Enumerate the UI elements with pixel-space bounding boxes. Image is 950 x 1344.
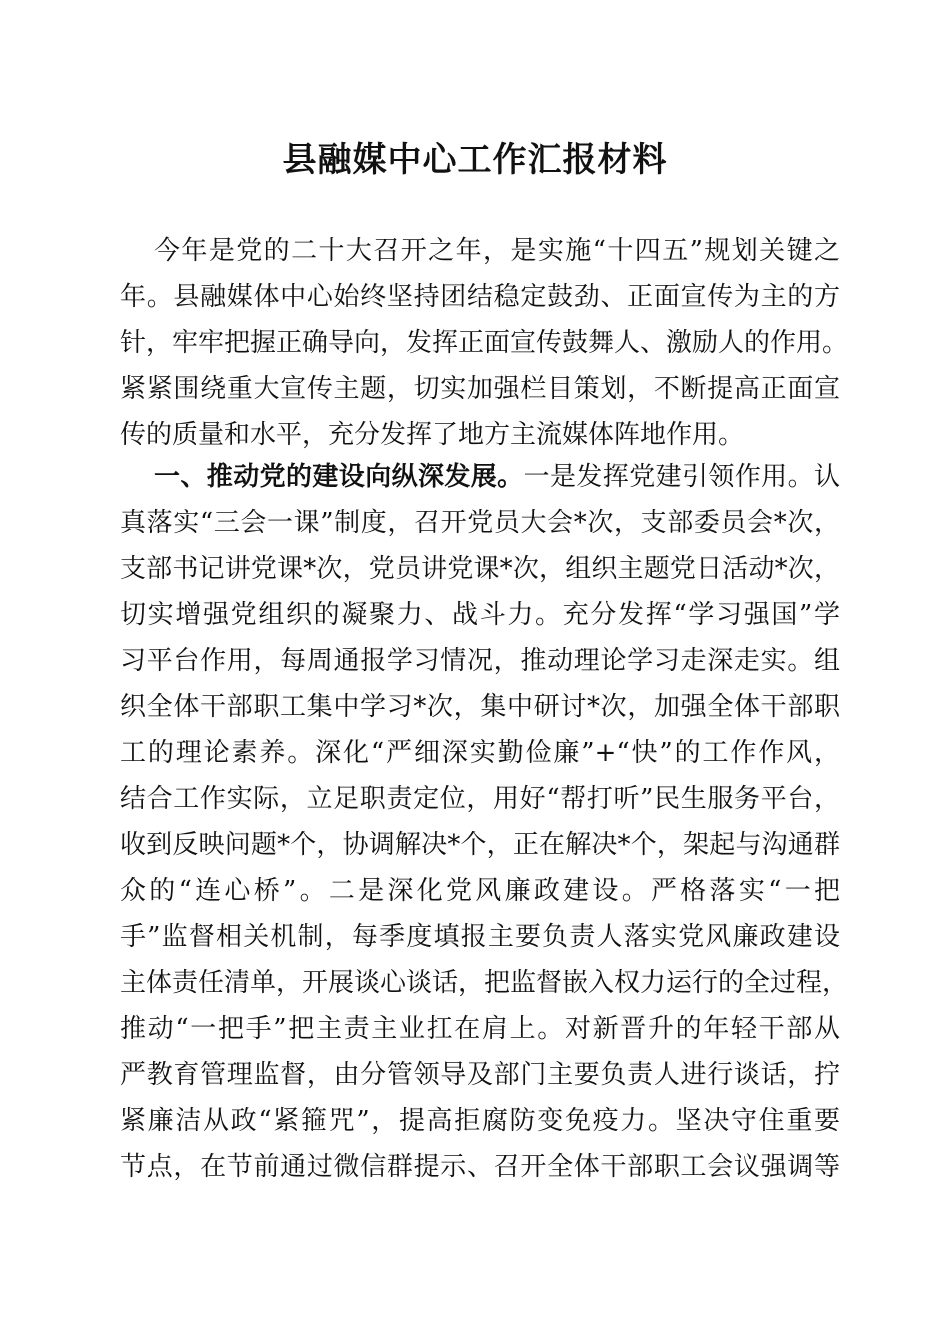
section-1-line: 节点，在节前通过微信群提示、召开全体干部职工会议强调等 — [120, 1152, 840, 1182]
section-1-line: 工的理论素养。深化“严细深实勤俭廉”+“快”的工作作风， — [120, 738, 840, 768]
intro-line: 针，牢牢把握正确导向，发挥正面宣传鼓舞人、激励人的作用。 — [120, 328, 849, 358]
document-title: 县融媒中心工作汇报材料 — [282, 140, 668, 180]
section-1-line: 紧廉洁从政“紧箍咒”，提高拒腐防变免疫力。坚决守住重要 — [120, 1106, 840, 1136]
intro-line: 紧紧围绕重大宣传主题，切实加强栏目策划，不断提高正面宣 — [120, 374, 840, 404]
intro-line: 传的质量和水平，充分发挥了地方主流媒体阵地作用。 — [120, 420, 745, 450]
section-1-first-line-text: 一是发挥党建引领作用。认 — [523, 462, 840, 492]
section-1-line: 手”监督相关机制，每季度填报主要负责人落实党风廉政建设 — [120, 922, 840, 952]
section-1-line: 真落实“三会一课”制度，召开党员大会*次，支部委员会*次， — [120, 508, 840, 538]
intro-line: 今年是党的二十大召开之年，是实施“十四五”规划关键之 — [154, 236, 840, 266]
intro-line: 年。县融媒体中心始终坚持团结稳定鼓劲、正面宣传为主的方 — [120, 282, 840, 312]
section-1-heading: 一、推动党的建设向纵深发展。 — [154, 462, 524, 492]
section-1-line: 习平台作用，每周通报学习情况，推动理论学习走深走实。组 — [120, 646, 840, 676]
section-1-line: 推动“一把手”把主责主业扛在肩上。对新晋升的年轻干部从 — [120, 1014, 840, 1044]
section-1-line: 切实增强党组织的凝聚力、战斗力。充分发挥“学习强国”学 — [120, 600, 840, 630]
section-1-line: 严教育管理监督，由分管领导及部门主要负责人进行谈话，拧 — [120, 1060, 840, 1090]
section-1-line: 结合工作实际，立足职责定位，用好“帮打听”民生服务平台， — [120, 784, 840, 814]
section-1-line: 支部书记讲党课*次，党员讲党课*次，组织主题党日活动*次， — [120, 554, 840, 584]
section-1-line: 织全体干部职工集中学习*次，集中研讨*次，加强全体干部职 — [120, 692, 840, 722]
section-1-line: 主体责任清单，开展谈心谈话，把监督嵌入权力运行的全过程， — [120, 968, 849, 998]
section-1-line: 众的“连心桥”。二是深化党风廉政建设。严格落实“一把 — [120, 876, 840, 906]
section-1-line: 收到反映问题*个，协调解决*个，正在解决*个，架起与沟通群 — [120, 830, 840, 860]
section-1-first-line — [154, 454, 840, 500]
